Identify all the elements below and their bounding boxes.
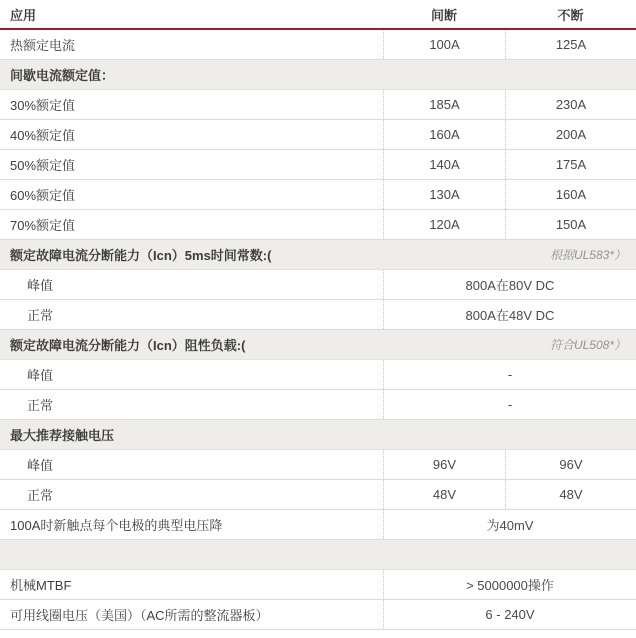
row-value-merged: - [383, 360, 636, 389]
col-header-intermittent: 间断 [430, 7, 457, 23]
table-row [0, 150, 636, 180]
table-row [0, 30, 636, 60]
col-header-application: 应用 [10, 7, 37, 23]
table-row [0, 270, 636, 300]
row-value-merged: - [383, 390, 636, 419]
row-value-continuous: 230A [505, 90, 636, 119]
row-value-intermittent: 120A [383, 210, 505, 239]
row-label: 可用线圈电压（美国）（AC所需的整流器板） [10, 608, 269, 623]
section-row [0, 330, 636, 360]
table-row [0, 480, 636, 510]
spacer-cell [0, 540, 383, 569]
row-label: 30%额定值 [10, 98, 76, 113]
row-value-intermittent: 140A [383, 150, 505, 179]
row-value-merged: 6 - 240V [383, 600, 636, 629]
table-row [0, 390, 636, 420]
table-row [0, 210, 636, 240]
table-row [0, 510, 636, 540]
row-label: 正常 [27, 398, 54, 413]
table-row [0, 300, 636, 330]
row-label: 60%额定值 [10, 188, 76, 203]
spacer-row [0, 540, 636, 570]
row-label: 40%额定值 [10, 128, 76, 143]
row-label: 70%额定值 [10, 218, 76, 233]
table-row [0, 600, 636, 630]
section-row [0, 240, 636, 270]
row-label: 正常 [27, 308, 54, 323]
section-label: 间歇电流额定值： [10, 68, 115, 83]
row-value-intermittent: 130A [383, 180, 505, 209]
row-value-intermittent: 100A [383, 30, 505, 59]
section-note: 根据UL583*） [549, 248, 626, 262]
row-value-intermittent: 96V [383, 450, 505, 479]
row-label: 50%额定值 [10, 158, 76, 173]
col-header-continuous: 不断 [557, 7, 584, 23]
table-body [0, 30, 636, 630]
row-value-continuous: 96V [505, 450, 636, 479]
row-label: 100A时新触点每个电极的典型电压降 [10, 518, 223, 533]
row-label: 峰值 [27, 458, 54, 473]
row-value-continuous: 48V [505, 480, 636, 509]
row-label: 峰值 [27, 278, 54, 293]
row-value-merged: > 5000000操作 [383, 570, 636, 599]
row-value-intermittent: 48V [383, 480, 505, 509]
row-value-merged: 800A在48V DC [383, 300, 636, 329]
row-label: 热额定电流 [10, 38, 76, 53]
table-row [0, 450, 636, 480]
row-value-intermittent: 160A [383, 120, 505, 149]
row-value-merged: 为40mV [383, 510, 636, 539]
section-row [0, 60, 636, 90]
section-label: 最大推荐接触电压 [10, 428, 115, 443]
row-value-intermittent: 185A [383, 90, 505, 119]
row-value-continuous: 200A [505, 120, 636, 149]
row-value-merged: 800A在80V DC [383, 270, 636, 299]
row-label: 峰值 [27, 368, 54, 383]
row-value-continuous: 150A [505, 210, 636, 239]
row-value-continuous: 160A [505, 180, 636, 209]
table-header-row [0, 0, 636, 30]
row-label: 正常 [27, 488, 54, 503]
row-label: 机械MTBF [10, 578, 72, 593]
table-row [0, 90, 636, 120]
row-value-continuous: 125A [505, 30, 636, 59]
table-row [0, 570, 636, 600]
table-row [0, 360, 636, 390]
section-label: 额定故障电流分断能力（Icn）5ms时间常数:( [10, 248, 272, 263]
section-label: 额定故障电流分断能力（Icn）阻性负载:( [10, 338, 246, 353]
table-row [0, 120, 636, 150]
table-row [0, 180, 636, 210]
section-note: 符合UL508*） [549, 338, 626, 352]
section-row [0, 420, 636, 450]
row-value-continuous: 175A [505, 150, 636, 179]
